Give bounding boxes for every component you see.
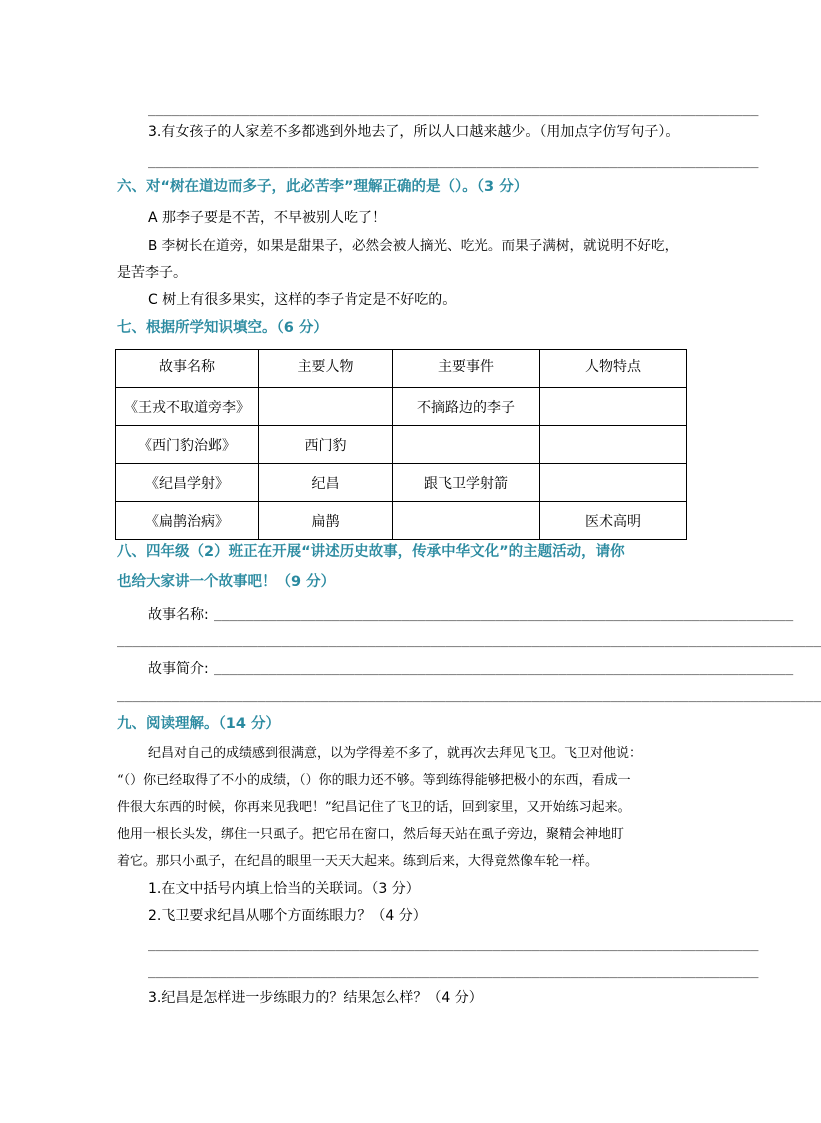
story-name-line: __________________________________________________________________________ — [214, 607, 794, 622]
table-cell: 西门豹 — [259, 426, 393, 464]
section-8-title-line-1: 八、四年级（2）班正在开展“讲述历史故事，传承中华文化”的主题活动，请你 — [117, 544, 625, 560]
table-row — [116, 502, 687, 540]
answer-line: ______________________________________________________________________________ — [148, 964, 759, 979]
section-7-title: 七、根据所学知识填空。（6 分） — [117, 320, 328, 336]
option-a: A 那李子要是不苦，不早被别人吃了！ — [148, 210, 387, 226]
option-c: C 树上有很多果实，这样的李子肯定是不好吃的。 — [148, 292, 457, 308]
table-cell: 《王戎不取道旁李》 — [116, 388, 259, 426]
table-header-row — [116, 350, 687, 388]
table-cell — [393, 426, 540, 464]
table-cell: 《西门豹治邺》 — [116, 426, 259, 464]
section-8-title-line-2: 也给大家讲一个故事吧！（9 分） — [117, 574, 336, 590]
table-cell — [540, 426, 687, 464]
answer-line: ______________________________________________________________________________ — [148, 937, 759, 952]
table-row — [116, 426, 687, 464]
answer-line: ______________________________________________________________________________ — [148, 102, 759, 117]
story-name-label: 故事名称: — [148, 607, 209, 623]
passage-line: 件很大东西的时候，你再来见我吧！”纪昌记住了飞卫的话，回到家里，又开始练习起来。 — [117, 800, 631, 815]
table-cell: 《纪昌学射》 — [116, 464, 259, 502]
table-cell: 医术高明 — [540, 502, 687, 540]
table-row — [116, 388, 687, 426]
question-9-2: 2.飞卫要求纪昌从哪个方面练眼力？（4 分） — [148, 908, 427, 924]
passage-line: 纪昌对自己的成绩感到很满意，以为学得差不多了，就再次去拜见飞卫。飞卫对他说： — [148, 746, 643, 761]
option-b-line-1: B 李树长在道旁，如果是甜果子，必然会被人摘光、吃光。而果子满树，就说明不好吃， — [148, 238, 679, 254]
passage-line: “（）你已经取得了不小的成绩，（）你的眼力还不够。等到练得能够把极小的东西，看成一 — [117, 773, 631, 788]
table-cell: 纪昌 — [259, 464, 393, 502]
answer-line: __________________________________________________________________________________________ — [117, 688, 821, 703]
table-cell — [393, 502, 540, 540]
table-cell — [259, 388, 393, 426]
table-cell: 跟飞卫学射箭 — [393, 464, 540, 502]
section-6-title: 六、对“树在道边而多子，此必苦李”理解正确的是（）。（3 分） — [117, 179, 529, 195]
table-cell — [540, 464, 687, 502]
answer-line: ______________________________________________________________________________ — [148, 154, 759, 169]
story-table — [115, 349, 687, 540]
story-summary-label: 故事简介: — [148, 661, 209, 677]
story-summary-line: __________________________________________________________________________ — [214, 661, 794, 676]
table-cell — [540, 388, 687, 426]
question-5-3: 3.有女孩子的人家差不多都逃到外地去了，所以人口越来越少。（用加点字仿写句子）。 — [148, 124, 680, 140]
question-9-1: 1.在文中括号内填上恰当的关联词。（3 分） — [148, 881, 420, 897]
option-b-line-2: 是苦李子。 — [117, 265, 187, 281]
table-row — [116, 464, 687, 502]
header-cell: 人物特点 — [540, 350, 687, 388]
section-9-title: 九、阅读理解。（14 分） — [117, 716, 280, 732]
header-cell: 主要事件 — [393, 350, 540, 388]
header-cell: 主要人物 — [259, 350, 393, 388]
table-cell: 扁鹊 — [259, 502, 393, 540]
table-cell: 《扁鹊治病》 — [116, 502, 259, 540]
header-cell: 故事名称 — [116, 350, 259, 388]
passage-line: 他用一根长头发，绑住一只虱子。把它吊在窗口，然后每天站在虱子旁边，聚精会神地盯 — [117, 827, 625, 842]
table-cell: 不摘路边的李子 — [393, 388, 540, 426]
question-9-3: 3.纪昌是怎样进一步练眼力的？结果怎么样？（4 分） — [148, 990, 483, 1006]
passage-line: 着它。那只小虱子，在纪昌的眼里一天天大起来。练到后来，大得竟然像车轮一样。 — [117, 854, 599, 869]
answer-line: __________________________________________________________________________________________ — [117, 633, 821, 648]
